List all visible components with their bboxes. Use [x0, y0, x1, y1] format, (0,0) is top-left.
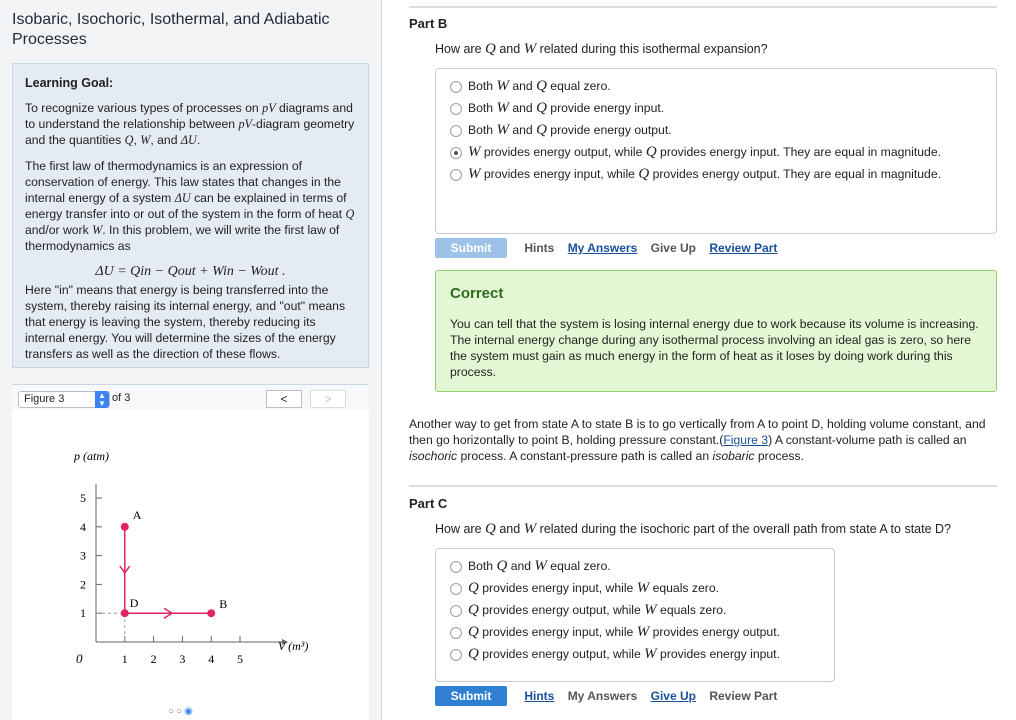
- part-b-actions: [435, 238, 787, 258]
- part-b-hints-link[interactable]: Hints: [524, 241, 555, 255]
- radio-button[interactable]: [450, 605, 462, 617]
- y-tick-label: 5: [80, 491, 86, 505]
- figure-next-button[interactable]: >: [310, 390, 346, 408]
- radio-button[interactable]: [450, 169, 462, 181]
- problem-title: Isobaric, Isochoric, Isothermal, and Adiabatic Processes: [12, 11, 330, 48]
- figure-page-dots: [168, 706, 195, 717]
- learning-goal-panel: [12, 63, 369, 368]
- part-c-option[interactable]: [450, 559, 820, 574]
- origin-label: 0: [76, 651, 83, 666]
- part-b-my-answers-link[interactable]: My Answers: [567, 241, 638, 255]
- axis-ticks: [80, 491, 243, 666]
- radio-button[interactable]: [450, 649, 462, 661]
- radio-button[interactable]: [450, 583, 462, 595]
- part-c-give-up-link[interactable]: Give Up: [650, 689, 696, 703]
- part-c-option[interactable]: [450, 625, 820, 640]
- figure-count: of 3: [112, 392, 131, 404]
- part-c-divider: [409, 485, 997, 487]
- part-c-option-text: Both Q and W equal zero.: [468, 558, 611, 574]
- part-b-option-text: Both W and Q provide energy output.: [468, 122, 672, 138]
- state-label-a: A: [132, 507, 142, 522]
- page-dot[interactable]: ○: [168, 706, 177, 717]
- part-b-review-part-link[interactable]: Review Part: [709, 241, 778, 255]
- select-arrows-icon: ▲ ▼: [95, 391, 109, 408]
- radio-button[interactable]: [450, 561, 462, 573]
- part-c-option[interactable]: [450, 581, 820, 596]
- figure-select[interactable]: Figure 3 ▲ ▼: [18, 391, 110, 408]
- radio-button[interactable]: [450, 81, 462, 93]
- part-c-option-text: Q provides energy output, while W provides energy input.: [468, 646, 780, 662]
- part-c-question: How are Q and W related during the isochoric part of the overall path from state A to state D?: [435, 521, 952, 537]
- goal-paragraph-3: Here "in" means that energy is being transferred into the system, thereby raising its internal energy, and "out" means that energy is leaving the system, thereby reducing its internal energy. You will determine the sizes of the energy transfers as well as the direction of these flows.: [25, 283, 346, 361]
- part-c-option[interactable]: [450, 603, 820, 618]
- x-axis-label: V (m³): [278, 639, 309, 653]
- part-c-option-text: Q provides energy input, while W provides energy output.: [468, 624, 780, 640]
- y-tick-label: 2: [80, 577, 86, 592]
- part-b-option[interactable]: [450, 79, 982, 94]
- part-c-label: Part C: [409, 496, 448, 511]
- part-c-options: [435, 548, 835, 682]
- part-b-option-text: W provides energy input, while Q provides energy output. They are equal in magnitude.: [468, 166, 941, 182]
- part-c-option-text: Q provides energy output, while W equals zero.: [468, 602, 727, 618]
- process-path: [96, 508, 227, 642]
- y-tick-label: 3: [80, 548, 86, 563]
- questions-area: [383, 0, 1016, 720]
- part-b-options: [435, 68, 997, 234]
- part-c-actions: [435, 686, 787, 706]
- part-b-option[interactable]: [450, 123, 982, 138]
- feedback-text: You can tell that the system is losing internal energy due to work because its volume is increasing. The internal energy change during any isothermal process involving an ideal gas is zero, so here the system must gain as much energy in the form of heat as it loses by doing work during this process.: [450, 317, 979, 379]
- state-label-b: B: [219, 597, 228, 612]
- x-tick-label: 4: [208, 652, 215, 666]
- part-b-label: Part B: [409, 16, 448, 31]
- figure-3-link[interactable]: Figure 3: [723, 433, 769, 447]
- pv-diagram-svg: [12, 410, 369, 700]
- learning-goal-heading: Learning Goal:: [25, 76, 114, 90]
- feedback-title: Correct: [450, 285, 504, 302]
- correct-feedback-box: [435, 270, 997, 392]
- x-tick-label: 5: [237, 652, 243, 666]
- x-tick-label: 3: [179, 652, 186, 666]
- radio-button[interactable]: [450, 103, 462, 115]
- part-b-divider: [409, 6, 997, 8]
- goal-paragraph-1: To recognize various types of processes on pV diagrams and to understand the relationship between pV-diagram geometry and the quantities Q, W, and ΔU.: [25, 101, 355, 147]
- state-point-b: [207, 609, 215, 617]
- problem-sidebar: [0, 0, 382, 720]
- transition-paragraph: Another way to get from state A to state B is to go vertically from A to point D, holding volume constant, and then go horizontally to point B, holding pressure constant.(Figure 3) A constant-volume path is called an isochoric process. A constant-pressure path is called an isobaric process.: [409, 417, 986, 463]
- pv-diagram: [12, 410, 369, 720]
- part-c-hints-link[interactable]: Hints: [524, 689, 555, 703]
- part-b-submit-button[interactable]: Submit: [435, 238, 507, 258]
- part-b-option-text: W provides energy output, while Q provides energy input. They are equal in magnitude.: [468, 144, 941, 160]
- state-point-a: [121, 523, 129, 531]
- part-b-option-text: Both W and Q provide energy input.: [468, 100, 665, 116]
- y-axis-label: p (atm): [74, 449, 109, 463]
- radio-button[interactable]: [450, 147, 462, 159]
- goal-paragraph-2: The first law of thermodynamics is an expression of conservation of energy. This law states that changes in the internal energy of a system ΔU can be explained in terms of energy transfer into or out of the system in the form of heat Q and/or work W. In this problem, we will write the first law of thermodynamics as: [25, 159, 355, 253]
- part-c-option[interactable]: [450, 647, 820, 662]
- x-tick-label: 2: [150, 652, 157, 666]
- y-tick-label: 1: [80, 606, 86, 621]
- figure-toolbar: [12, 384, 369, 410]
- first-law-equation: ΔU = Qin − Qout + Win − Wout .: [95, 264, 286, 279]
- state-point-d: [121, 609, 129, 617]
- part-b-question: How are Q and W related during this isothermal expansion?: [435, 41, 768, 57]
- radio-button[interactable]: [450, 125, 462, 137]
- radio-button[interactable]: [450, 627, 462, 639]
- state-label-d: D: [129, 596, 139, 611]
- figure-prev-button[interactable]: <: [266, 390, 302, 408]
- part-b-option[interactable]: [450, 145, 982, 160]
- x-tick-label: 1: [121, 652, 128, 666]
- part-b-option[interactable]: [450, 167, 982, 182]
- page-dot[interactable]: ○: [176, 706, 185, 717]
- part-c-my-answers-link[interactable]: My Answers: [567, 689, 638, 703]
- part-b-give-up-link[interactable]: Give Up: [650, 241, 696, 255]
- part-b-option-text: Both W and Q equal zero.: [468, 78, 611, 94]
- y-tick-label: 4: [80, 519, 86, 534]
- part-c-review-part-link[interactable]: Review Part: [709, 689, 778, 703]
- part-c-submit-button[interactable]: Submit: [435, 686, 507, 706]
- part-b-option[interactable]: [450, 101, 982, 116]
- page-dot-active[interactable]: ◉: [184, 706, 195, 717]
- part-c-option-text: Q provides energy input, while W equals zero.: [468, 580, 719, 596]
